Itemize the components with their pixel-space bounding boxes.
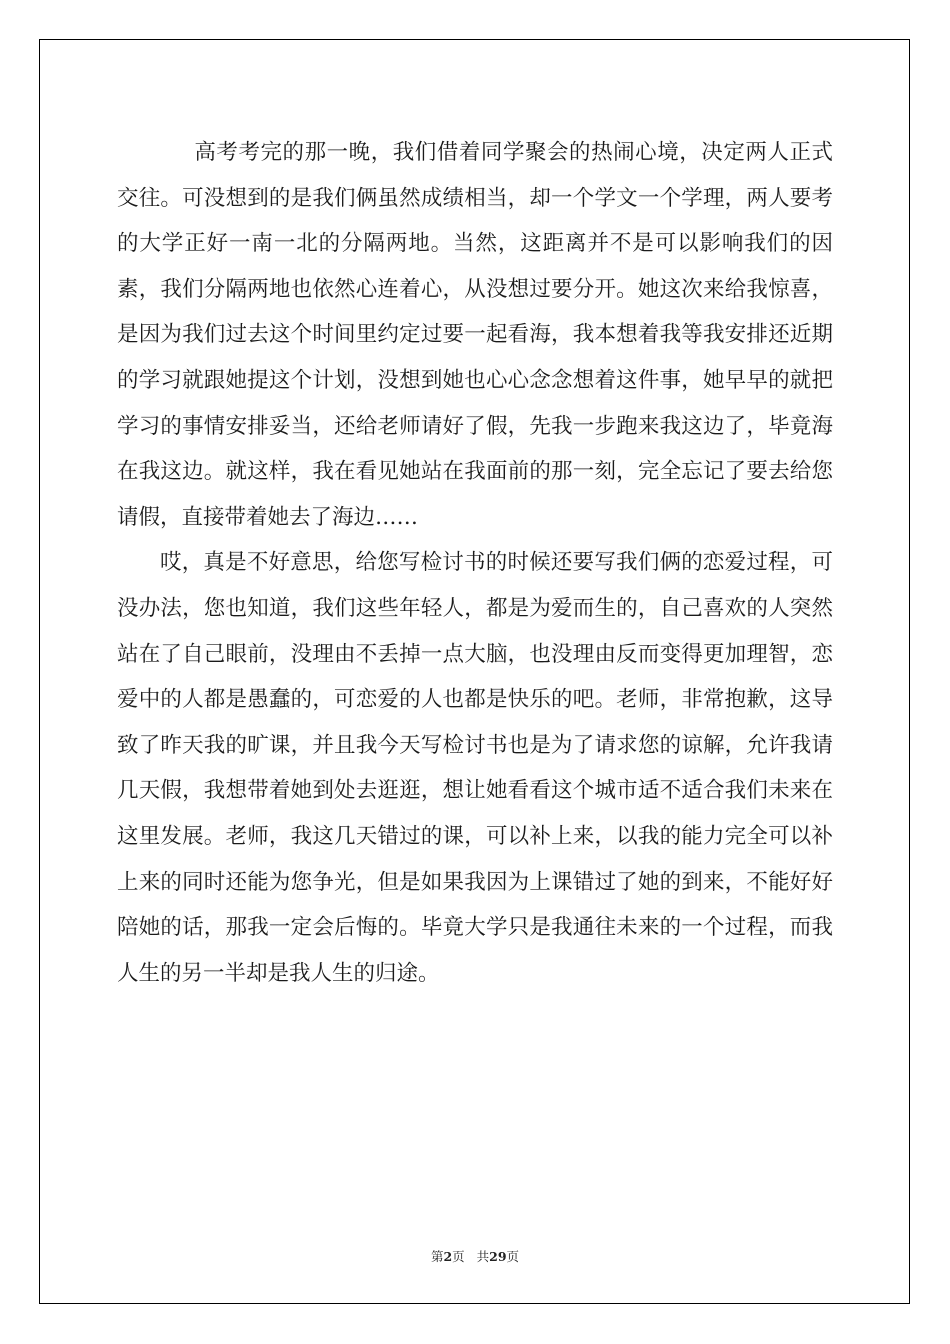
paragraph-1: 高考考完的那一晚，我们借着同学聚会的热闹心境，决定两人正式交往。可没想到的是我们俩虽然成绩相当，却一个学文一个学理，两人要考的大学正好一南一北的分隔两地。当然，这距离并不是可以影响我们的因素，我们分隔两地也依然心连着心，从没想过要分开。她这次来给我惊喜，是因为我们过去这个时间里约定过要一起看海，我本想着我等我安排还近期的学习就跟她提这个计划，没想到她也心心念念想着这件事，她早早的就把学习的事情安排妥当，还给老师请好了假，先我一步跑来我这边了，毕竟海在我这边。就这样，我在看见她站在我面前的那一刻，完全忘记了要去给您请假，直接带着她去了海边……: [117, 140, 833, 530]
current-page-number: 2: [443, 1249, 453, 1264]
document-body: [117, 130, 833, 996]
footer-page-suffix: 页: [452, 1249, 465, 1264]
total-pages-number: 29: [489, 1249, 507, 1264]
footer-total-prefix: 共: [476, 1249, 490, 1264]
paragraph-2: 哎，真是不好意思，给您写检讨书的时候还要写我们俩的恋爱过程，可没办法，您也知道，我们这些年轻人，都是为爱而生的，自己喜欢的人突然站在了自己眼前，没理由不丢掉一点大脑，也没理由反而变得更加理智，恋爱中的人都是愚蠢的，可恋爱的人也都是快乐的吧。老师，非常抱歉，这导致了昨天我的旷课，并且我今天写检讨书也是为了请求您的谅解，允许我请几天假，我想带着她到处去逛逛，想让她看看这个城市适不适合我们未来在这里发展。老师，我这几天错过的课，可以补上来，以我的能力完全可以补上来的同时还能为您争光，但是如果我因为上课错过了她的到来，不能好好陪她的话，那我一定会后悔的。毕竟大学只是我通往未来的一个过程，而我人生的另一半却是我人生的归途。: [117, 550, 833, 986]
footer-total-suffix: 页: [506, 1249, 520, 1264]
page-footer: [0, 1247, 950, 1265]
footer-prefix: 第: [430, 1249, 444, 1264]
